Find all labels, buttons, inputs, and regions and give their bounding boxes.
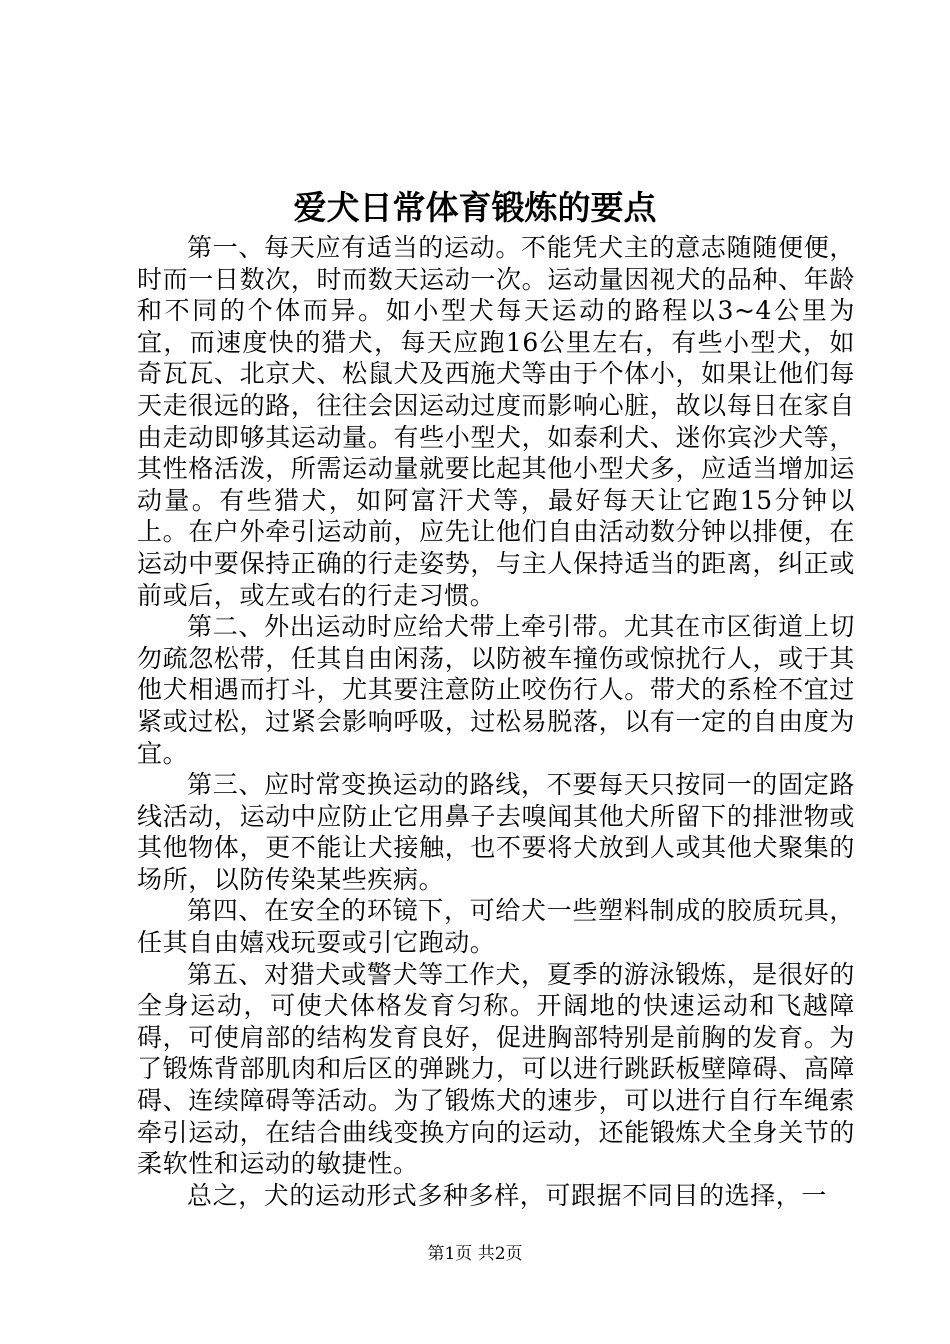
document-title: 爱犬日常体育锻炼的要点 xyxy=(293,188,657,227)
paragraph-2: 第二、外出运动时应给犬带上牵引带。尤其在市区街道上切勿疏忽松带，任其自由闲荡，以防被车撞伤或惊扰行人，或于其他犬相遇而打斗，尤其要注意防止咬伤行人。带犬的系栓不宜过紧或过松，过紧会影响呼吸，过松易脱落，以有一定的自由度为宜。 xyxy=(137,612,855,768)
paragraph-4: 第四、在安全的环镜下，可给犬一些塑料制成的胶质玩具，任其自由嬉戏玩耍或引它跑动。 xyxy=(137,896,855,958)
paragraph-1: 第一、每天应有适当的运动。不能凭犬主的意志随随便便，时而一日数次，时而数天运动一次。运动量因视犬的品种、年龄和不同的个体而异。如小型犬每天运动的路程以3~4公里为宜，而速度快的猎犬，每天应跑16公里左右，有些小型犬，如奇瓦瓦、北京犬、松鼠犬及西施犬等由于个体小，如果让他们每天走很远的路，往往会因运动过度而影响心脏，故以每日在家自由走动即够其运动量。有些小型犬，如泰利犬、迷你宾沙犬等，其性格活泼，所需运动量就要比起其他小型犬多，应适当增加运动量。有些猎犬，如阿富汗犬等，最好每天让它跑15分钟以上。在户外牵引运动前，应先让他们自由活动数分钟以排便，在运动中要保持正确的行走姿势，与主人保持适当的距离，纠正或前或后，或左或右的行走习惯。 xyxy=(137,233,855,610)
paragraph-3: 第三、应时常变换运动的路线，不要每天只按同一的固定路线活动，运动中应防止它用鼻子去嗅闻其他犬所留下的排泄物或其他物体，更不能让犬接触，也不要将犬放到人或其他犬聚集的场所，以防传染某些疾病。 xyxy=(137,770,855,894)
paragraph-6: 总之，犬的运动形式多种多样，可跟据不同目的选择，一 xyxy=(187,1180,828,1210)
document-body xyxy=(137,232,855,1211)
page-number-footer: 第1页 共2页 xyxy=(427,1244,523,1264)
paragraph-5: 第五、对猎犬或警犬等工作犬，夏季的游泳锻炼，是很好的全身运动，可使犬体格发育匀称。开阔地的快速运动和飞越障碍，可使肩部的结构发育良好，促进胸部特别是前胸的发育。为了锻炼背部肌肉和后区的弹跳力，可以进行跳跃板壁障碍、高障碍、连续障碍等活动。为了锻炼犬的速步，可以进行自行车绳索牵引运动，在结合曲线变换方向的运动，还能锻炼犬全身关节的柔软性和运动的敏捷性。 xyxy=(137,959,855,1179)
